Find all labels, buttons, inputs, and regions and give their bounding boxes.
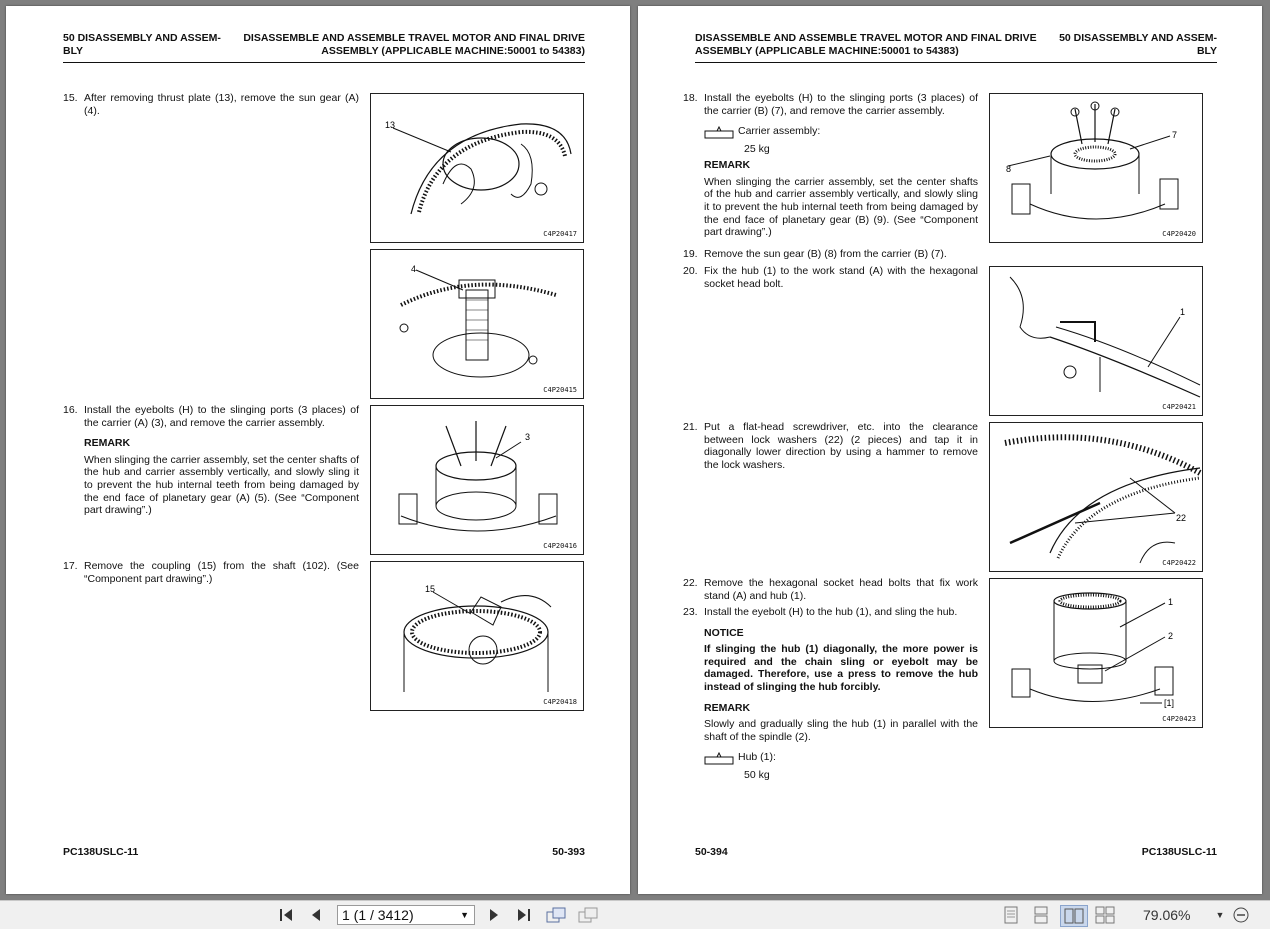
rotate-icon[interactable] — [544, 905, 568, 925]
step-number: 22. — [683, 577, 698, 589]
figure-code: C4P20423 — [1162, 715, 1196, 723]
step-text: Install the eyebolt (H) to the hub (1), and sling the hub. — [704, 606, 958, 618]
footer-model: PC138USLC-11 — [63, 846, 139, 858]
callout-label: [1] — [1164, 698, 1175, 708]
weight-value: 25 kg — [744, 143, 770, 156]
document-page-left — [6, 6, 630, 894]
step-16 — [63, 404, 359, 517]
figure-illustration — [371, 562, 583, 710]
header-title: DISASSEMBLE AND ASSEMBLE TRAVEL MOTOR AND FINAL DRIVE ASSEMBLY (APPLICABLE MACHINE:50001 to 54383) — [695, 32, 1037, 57]
header-section: 50 DISASSEMBLY AND ASSEM- BLY — [1059, 32, 1217, 57]
step-17 — [63, 560, 359, 585]
figure-illustration — [990, 423, 1202, 571]
step-number: 23. — [683, 606, 698, 618]
step-text: Install the eyebolts (H) to the slinging ports (3 places) of the carrier (A) (3), and remove the carrier assembly. — [84, 404, 359, 429]
step-number: 17. — [63, 560, 78, 572]
step-18 — [683, 92, 978, 239]
last-page-icon[interactable] — [512, 905, 534, 925]
weight-value: 50 kg — [744, 769, 770, 782]
step-number: 20. — [683, 265, 698, 277]
figure-code: C4P20416 — [543, 542, 577, 550]
page-header — [63, 32, 585, 63]
header-title: DISASSEMBLE AND ASSEMBLE TRAVEL MOTOR AND FINAL DRIVE ASSEMBLY (APPLICABLE MACHINE:50001 to 54383) — [243, 32, 585, 57]
step-number: 21. — [683, 421, 698, 433]
figure-illustration — [371, 250, 583, 398]
figure-illustration — [371, 406, 583, 554]
page-header — [695, 32, 1217, 63]
callout-label: 1 — [1168, 597, 1174, 607]
remark-heading: REMARK — [704, 701, 751, 714]
chevron-down-icon[interactable]: ▼ — [460, 910, 469, 920]
footer-page-number: 50-393 — [552, 846, 585, 858]
header-section: 50 DISASSEMBLY AND ASSEM- BLY — [63, 32, 221, 57]
callout-label: 22 — [1176, 513, 1187, 523]
step-22 — [683, 577, 978, 602]
figure-illustration — [990, 94, 1202, 242]
figure-lock-washer-removal — [989, 422, 1203, 572]
weight-label: Carrier assembly: — [738, 125, 821, 138]
remark-heading: REMARK — [704, 159, 751, 172]
figure-code: C4P20418 — [543, 698, 577, 706]
callout-label: 7 — [1172, 130, 1178, 140]
figure-sun-gear-removal — [370, 93, 584, 243]
callout-label: 4 — [411, 264, 417, 274]
step-number: 15. — [63, 92, 78, 104]
facing-icon[interactable] — [1060, 905, 1088, 927]
fit-icon[interactable] — [576, 905, 600, 925]
callout-label: 3 — [525, 432, 531, 442]
zoom-dropdown-icon[interactable]: ▼ — [1215, 910, 1225, 920]
weight-icon — [704, 125, 734, 139]
figure-illustration — [371, 94, 583, 242]
step-text: Fix the hub (1) to the work stand (A) with the hexagonal socket head bolt. — [704, 265, 978, 290]
step-text: Remove the coupling (15) from the shaft (102). (See “Component part drawing”.) — [84, 560, 359, 585]
figure-code: C4P20422 — [1162, 559, 1196, 567]
callout-label: 1 — [1180, 307, 1186, 317]
first-page-icon[interactable] — [276, 905, 298, 925]
document-page-right — [638, 6, 1262, 894]
step-20 — [683, 265, 978, 290]
footer-page-number: 50-394 — [695, 846, 728, 858]
weight-spec — [704, 123, 978, 159]
step-text: Remove the hexagonal socket head bolts that fix work stand (A) and hub (1). — [704, 577, 978, 602]
callout-label: 2 — [1168, 631, 1174, 641]
remark-text: When slinging the carrier assembly, set the center shafts of the hub and carrier assembly vertically, and slowly sling it to prevent the hub internal teeth from being damaged by the end face of planetary gear (A) (5). (See “Component part drawing”.) — [84, 453, 359, 517]
figure-coupling-removal — [370, 561, 584, 711]
figure-hub-fix — [989, 266, 1203, 416]
remark-text: Slowly and gradually sling the hub (1) in parallel with the shaft of the spindle (2). — [704, 718, 978, 743]
facing-continuous-icon[interactable] — [1094, 905, 1116, 925]
figure-carrier-a-removal — [370, 405, 584, 555]
step-21 — [683, 421, 978, 471]
step-number: 19. — [683, 248, 698, 260]
single-page-icon[interactable] — [1000, 905, 1022, 925]
notice-heading: NOTICE — [704, 626, 744, 639]
step-15 — [63, 92, 359, 117]
next-page-icon[interactable] — [484, 905, 504, 925]
step-text: Put a flat-head screwdriver, etc. into the clearance between lock washers (22) (2 pieces) and tap it in diagonally lower direction by using a hammer to remove the lock washers. — [704, 421, 978, 471]
zoom-out-icon[interactable] — [1230, 905, 1252, 925]
callout-label: 15 — [425, 584, 436, 594]
figure-carrier-b-removal — [989, 93, 1203, 243]
step-number: 18. — [683, 92, 698, 104]
weight-spec — [704, 749, 978, 785]
weight-icon — [704, 751, 734, 765]
prev-page-icon[interactable] — [306, 905, 326, 925]
figure-code: C4P20421 — [1162, 403, 1196, 411]
figure-illustration — [990, 267, 1202, 415]
callout-label: 13 — [385, 120, 396, 130]
step-text: Install the eyebolts (H) to the slinging ports (3 places) of the carrier (B) (7), and remove the carrier assembly. — [704, 92, 978, 117]
figure-sun-gear — [370, 249, 584, 399]
notice-text: If slinging the hub (1) diagonally, the more power is required and the chain sling or eyebolt may be damaged. Therefore, use a press to remove the hub instead of slinging the hub forcibly. — [704, 643, 978, 693]
remark-text: When slinging the carrier assembly, set the center shafts of the hub and carrier assembly vertically, and slowly sling it to prevent the hub internal teeth from being damaged by the end face of planetary gear (B) (9). (See “Component part drawing”.) — [704, 175, 978, 239]
step-number: 16. — [63, 404, 78, 416]
zoom-level[interactable]: 79.06% — [1143, 907, 1191, 923]
figure-code: C4P20420 — [1162, 230, 1196, 238]
step-23 — [683, 606, 978, 785]
step-text: After removing thrust plate (13), remove the sun gear (A) (4). — [84, 92, 359, 117]
weight-label: Hub (1): — [738, 751, 776, 764]
step-text: Remove the sun gear (B) (8) from the carrier (B) (7). — [704, 248, 947, 260]
figure-illustration — [990, 579, 1202, 727]
page-number-field[interactable] — [337, 905, 475, 925]
figure-code: C4P20417 — [543, 230, 577, 238]
footer-model: PC138USLC-11 — [1141, 846, 1217, 858]
viewer-toolbar — [0, 900, 1270, 929]
callout-label: 8 — [1006, 164, 1012, 174]
remark-heading: REMARK — [84, 437, 131, 450]
step-19 — [683, 248, 978, 261]
page-number-value: 1 (1 / 3412) — [342, 907, 414, 923]
figure-hub-slinging — [989, 578, 1203, 728]
continuous-icon[interactable] — [1030, 905, 1052, 925]
figure-code: C4P20415 — [543, 386, 577, 394]
